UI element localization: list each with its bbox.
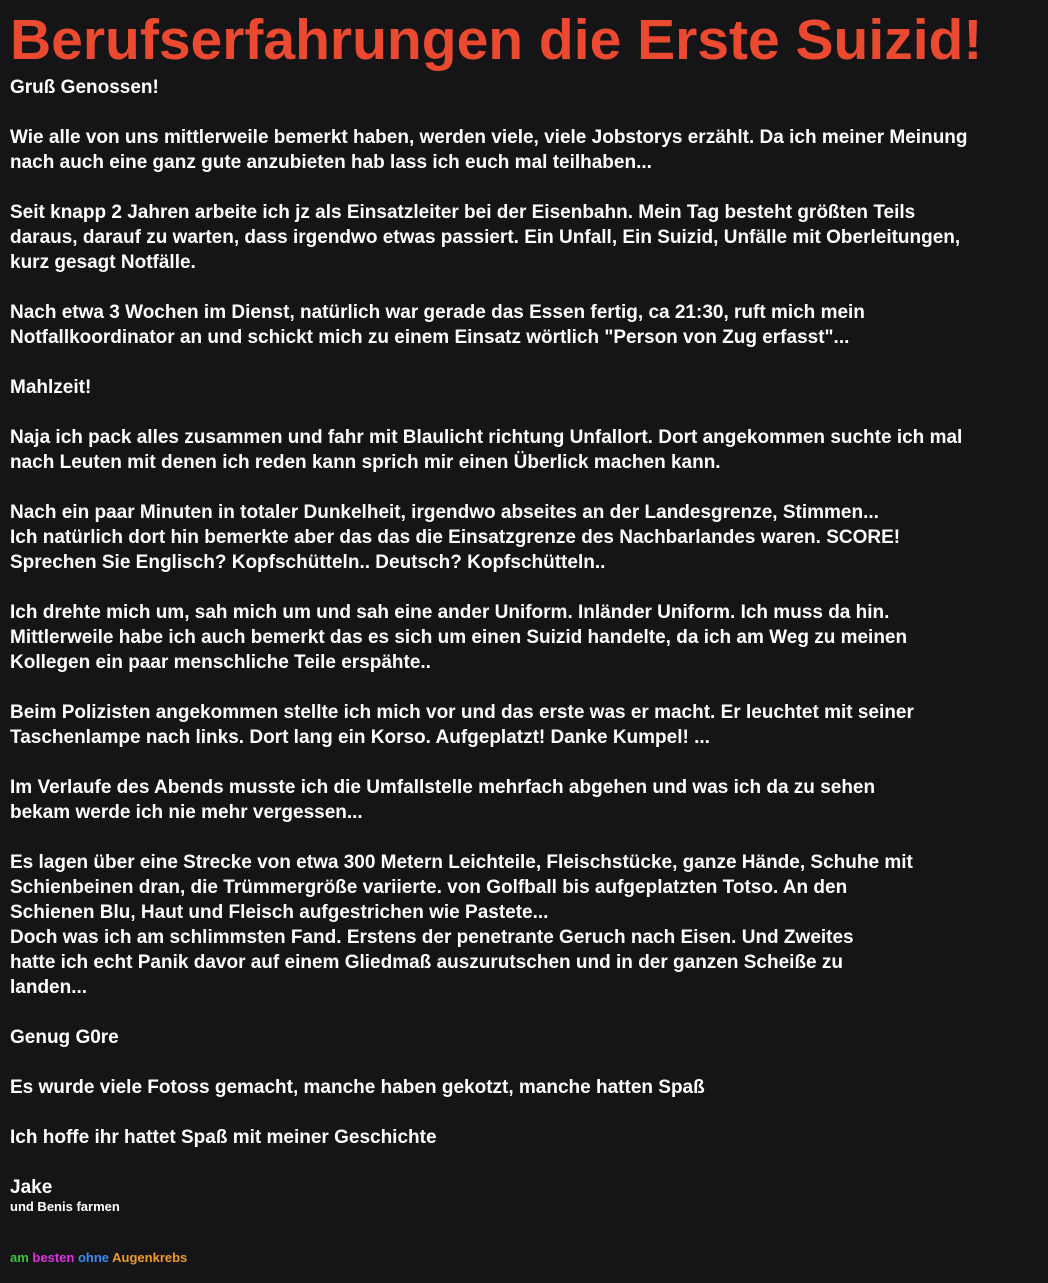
paragraph: [10, 375, 1040, 400]
signature: [10, 1175, 1040, 1216]
paragraph: [10, 200, 1040, 275]
paragraph-line: landen...: [10, 977, 88, 998]
paragraph: [10, 75, 1040, 100]
paragraph-line: Wie alle von uns mittlerweile bemerkt haben, werden viele, viele Jobstorys erzählt. Da ich meiner Meinung: [10, 127, 968, 148]
paragraph-line: hatte ich echt Panik davor auf einem Gliedmaß auszurutschen und in der ganzen Scheiße zu: [10, 952, 844, 973]
paragraph: [10, 1075, 1040, 1100]
paragraph-line: daraus, darauf zu warten, dass irgendwo etwas passiert. Ein Unfall, Ein Suizid, Unfälle mit Oberleitungen,: [10, 227, 961, 248]
paragraph-line: Nach etwa 3 Wochen im Dienst, natürlich war gerade das Essen fertig, ca 21:30, ruft mich mein: [10, 302, 865, 323]
story-body: [10, 75, 1040, 1216]
paragraph-line: Kollegen ein paar menschliche Teile erspähte..: [10, 652, 431, 673]
footer-word-augenkrebs: Augenkrebs: [112, 1250, 188, 1265]
paragraph-line: Ich drehte mich um, sah mich um und sah eine ander Uniform. Inländer Uniform. Ich muss da hin.: [10, 602, 890, 623]
paragraph-line: Naja ich pack alles zusammen und fahr mit Blaulicht richtung Unfallort. Dort angekommen suchte ich mal: [10, 427, 963, 448]
paragraph-line: Gruß Genossen!: [10, 77, 159, 98]
footer-tagline: [10, 1249, 187, 1267]
paragraph: [10, 425, 1040, 475]
paragraph-line: Mittlerweile habe ich auch bemerkt das es sich um einen Suizid handelte, da ich am Weg zu meinen: [10, 627, 908, 648]
paragraph: [10, 775, 1040, 825]
paragraph-line: Taschenlampe nach links. Dort lang ein Korso. Aufgeplatzt! Danke Kumpel! ...: [10, 727, 710, 748]
paragraph-line: Schienbeinen dran, die Trümmergröße variierte. von Golfball bis aufgeplatzten Totso. An den: [10, 877, 848, 898]
paragraph-line: nach auch eine ganz gute anzubieten hab lass ich euch mal teilhaben...: [10, 152, 652, 173]
footer-word-am: am: [10, 1250, 29, 1265]
paragraph-line: Seit knapp 2 Jahren arbeite ich jz als Einsatzleiter bei der Eisenbahn. Mein Tag besteht größten Teils: [10, 202, 916, 223]
paragraph-line: bekam werde ich nie mehr vergessen...: [10, 802, 363, 823]
paragraph-line: Nach ein paar Minuten in totaler Dunkelheit, irgendwo abseites an der Landesgrenze, Stimmen...: [10, 502, 879, 523]
paragraph-line: Genug G0re: [10, 1027, 119, 1048]
paragraph-line: Es lagen über eine Strecke von etwa 300 Metern Leichteile, Fleischstücke, ganze Hände, Schuhe mit: [10, 852, 913, 873]
paragraph-line: Beim Polizisten angekommen stellte ich mich vor und das erste was er macht. Er leuchtet mit seiner: [10, 702, 914, 723]
paragraph-line: Ich hoffe ihr hattet Spaß mit meiner Geschichte: [10, 1127, 437, 1148]
paragraph: [10, 700, 1040, 750]
paragraph-line: Im Verlaufe des Abends musste ich die Umfallstelle mehrfach abgehen und was ich da zu sehen: [10, 777, 876, 798]
paragraph: [10, 1125, 1040, 1150]
paragraph-line: Schienen Blu, Haut und Fleisch aufgestrichen wie Pastete...: [10, 902, 549, 923]
footer-word-besten: besten: [32, 1250, 75, 1265]
signature-subtitle: und Benis farmen: [10, 1199, 120, 1214]
paragraph-line: Mahlzeit!: [10, 377, 92, 398]
paragraph-line: nach Leuten mit denen ich reden kann sprich mir einen Überlick machen kann.: [10, 452, 721, 473]
paragraph-line: Doch was ich am schlimmsten Fand. Erstens der penetrante Geruch nach Eisen. Und Zweites: [10, 927, 854, 948]
signature-name: Jake: [10, 1177, 53, 1198]
page-title: Berufserfahrungen die Erste Suizid!: [10, 8, 983, 72]
paragraph: [10, 500, 1040, 575]
paragraph: [10, 600, 1040, 675]
paragraph-line: Es wurde viele Fotoss gemacht, manche haben gekotzt, manche hatten Spaß: [10, 1077, 705, 1098]
paragraph: [10, 125, 1040, 175]
paragraph: [10, 1025, 1040, 1050]
story-paragraphs: [10, 75, 1040, 1150]
paragraph-line: Sprechen Sie Englisch? Kopfschütteln.. Deutsch? Kopfschütteln..: [10, 552, 606, 573]
paragraph-line: Ich natürlich dort hin bemerkte aber das das die Einsatzgrenze des Nachbarlandes waren. SCORE!: [10, 527, 901, 548]
paragraph: [10, 300, 1040, 350]
paragraph-line: kurz gesagt Notfälle.: [10, 252, 196, 273]
paragraph-line: Notfallkoordinator an und schickt mich zu einem Einsatz wörtlich "Person von Zug erfasst"...: [10, 327, 850, 348]
paragraph: [10, 850, 1040, 1000]
footer-word-ohne: ohne: [77, 1250, 110, 1265]
